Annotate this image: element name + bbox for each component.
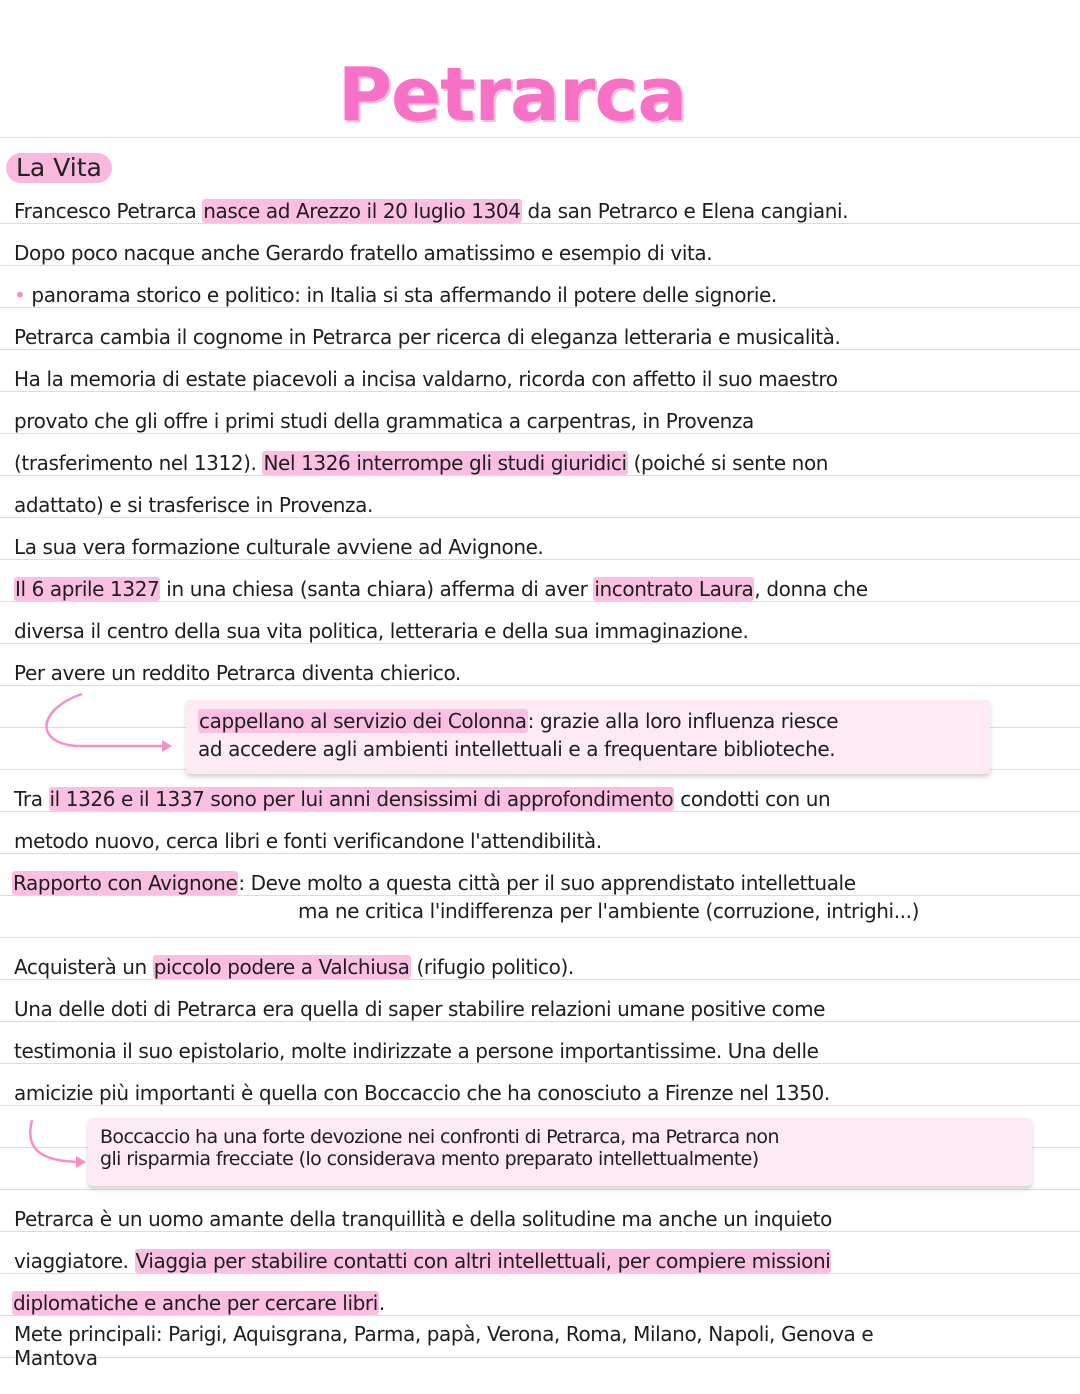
text-line: viaggiatore. Viaggia per stabilire contatti con altri intellettuali, per compiere missioni <box>14 1249 831 1273</box>
curved-arrow-icon <box>24 1116 94 1172</box>
text-line: La sua vera formazione culturale avviene ad Avignone. <box>14 535 544 559</box>
highlight: Nel 1326 interrompe gli studi giuridici <box>263 451 627 475</box>
highlight: Viaggia per stabilire contatti con altri intellettuali, per compiere missioni <box>135 1249 831 1273</box>
highlight: diplomatiche e anche per cercare libri <box>13 1291 378 1315</box>
text-line: adattato) e si trasferisce in Provenza. <box>14 493 373 517</box>
page-title: Petrarca <box>337 52 687 138</box>
bullet-icon: • <box>14 283 26 307</box>
text-line: Il 6 aprile 1327 in una chiesa (santa chiara) afferma di aver incontrato Laura, donna che <box>15 577 868 601</box>
text-line: metodo nuovo, cerca libri e fonti verificandone l'attendibilità. <box>14 829 602 853</box>
text-line: Mete principali: Parigi, Aquisgrana, Parma, papà, Verona, Roma, Milano, Napoli, Genova e <box>14 1322 874 1346</box>
text-line: Petrarca cambia il cognome in Petrarca per ricerca di eleganza letteraria e musicalità. <box>14 325 841 349</box>
highlight: Rapporto con Avignone <box>13 871 238 895</box>
text-line: ma ne critica l'indifferenza per l'ambiente (corruzione, intrighi...) <box>298 899 919 923</box>
text-line: Per avere un reddito Petrarca diventa chierico. <box>14 661 461 685</box>
highlight: piccolo podere a Valchiusa <box>153 955 410 979</box>
text-line: testimonia il suo epistolario, molte indirizzate a persone importantissime. Una delle <box>14 1039 819 1063</box>
text-line: Acquisterà un piccolo podere a Valchiusa (rifugio politico). <box>14 955 574 979</box>
text-line: Mantova <box>14 1346 98 1370</box>
text-line: Tra il 1326 e il 1337 sono per lui anni densissimi di approfondimento condotti con un <box>14 787 831 811</box>
section-heading: La Vita <box>6 153 112 183</box>
note-box: cappellano al servizio dei Colonna: grazie alla loro influenza riesce ad accedere agli ambienti intellettuali e a frequentare biblioteche. <box>186 700 990 774</box>
text-line: Dopo poco nacque anche Gerardo fratello amatissimo e esempio di vita. <box>14 241 713 265</box>
text-line: Ha la memoria di estate piacevoli a incisa valdarno, ricorda con affetto il suo maestro <box>14 367 838 391</box>
text-line: Una delle doti di Petrarca era quella di saper stabilire relazioni umane positive come <box>14 997 826 1021</box>
highlight: cappellano al servizio dei Colonna <box>199 709 527 733</box>
text-line: Petrarca è un uomo amante della tranquillità e della solitudine ma anche un inquieto <box>14 1207 832 1231</box>
text-line: Rapporto con Avignone: Deve molto a questa città per il suo apprendistato intellettuale <box>13 871 856 895</box>
curved-arrow-icon <box>38 690 178 754</box>
text-line: Francesco Petrarca nasce ad Arezzo il 20 luglio 1304 da san Petrarco e Elena cangiani. <box>14 199 849 223</box>
text-line: (trasferimento nel 1312). Nel 1326 interrompe gli studi giuridici (poiché si sente non <box>14 451 829 475</box>
text-line: provato che gli offre i primi studi della grammatica a carpentras, in Provenza <box>14 409 754 433</box>
highlight: nasce ad Arezzo il 20 luglio 1304 <box>203 199 521 223</box>
highlight: il 1326 e il 1337 sono per lui anni densissimi di approfondimento <box>49 787 674 811</box>
note-box: Boccaccio ha una forte devozione nei confronti di Petrarca, ma Petrarca non gli risparmia frecciate (lo considerava mento preparato intellettualmente) <box>88 1118 1032 1186</box>
text-line: amicizie più importanti è quella con Boccaccio che ha conosciuto a Firenze nel 1350. <box>14 1081 830 1105</box>
highlight: incontrato Laura <box>594 577 754 601</box>
bullet-line: • panorama storico e politico: in Italia si sta affermando il potere delle signorie. <box>14 283 777 307</box>
highlight: Il 6 aprile 1327 <box>15 577 160 601</box>
text-line: diversa il centro della sua vita politica, letteraria e della sua immaginazione. <box>14 619 749 643</box>
text-line: diplomatiche e anche per cercare libri. <box>13 1291 385 1315</box>
